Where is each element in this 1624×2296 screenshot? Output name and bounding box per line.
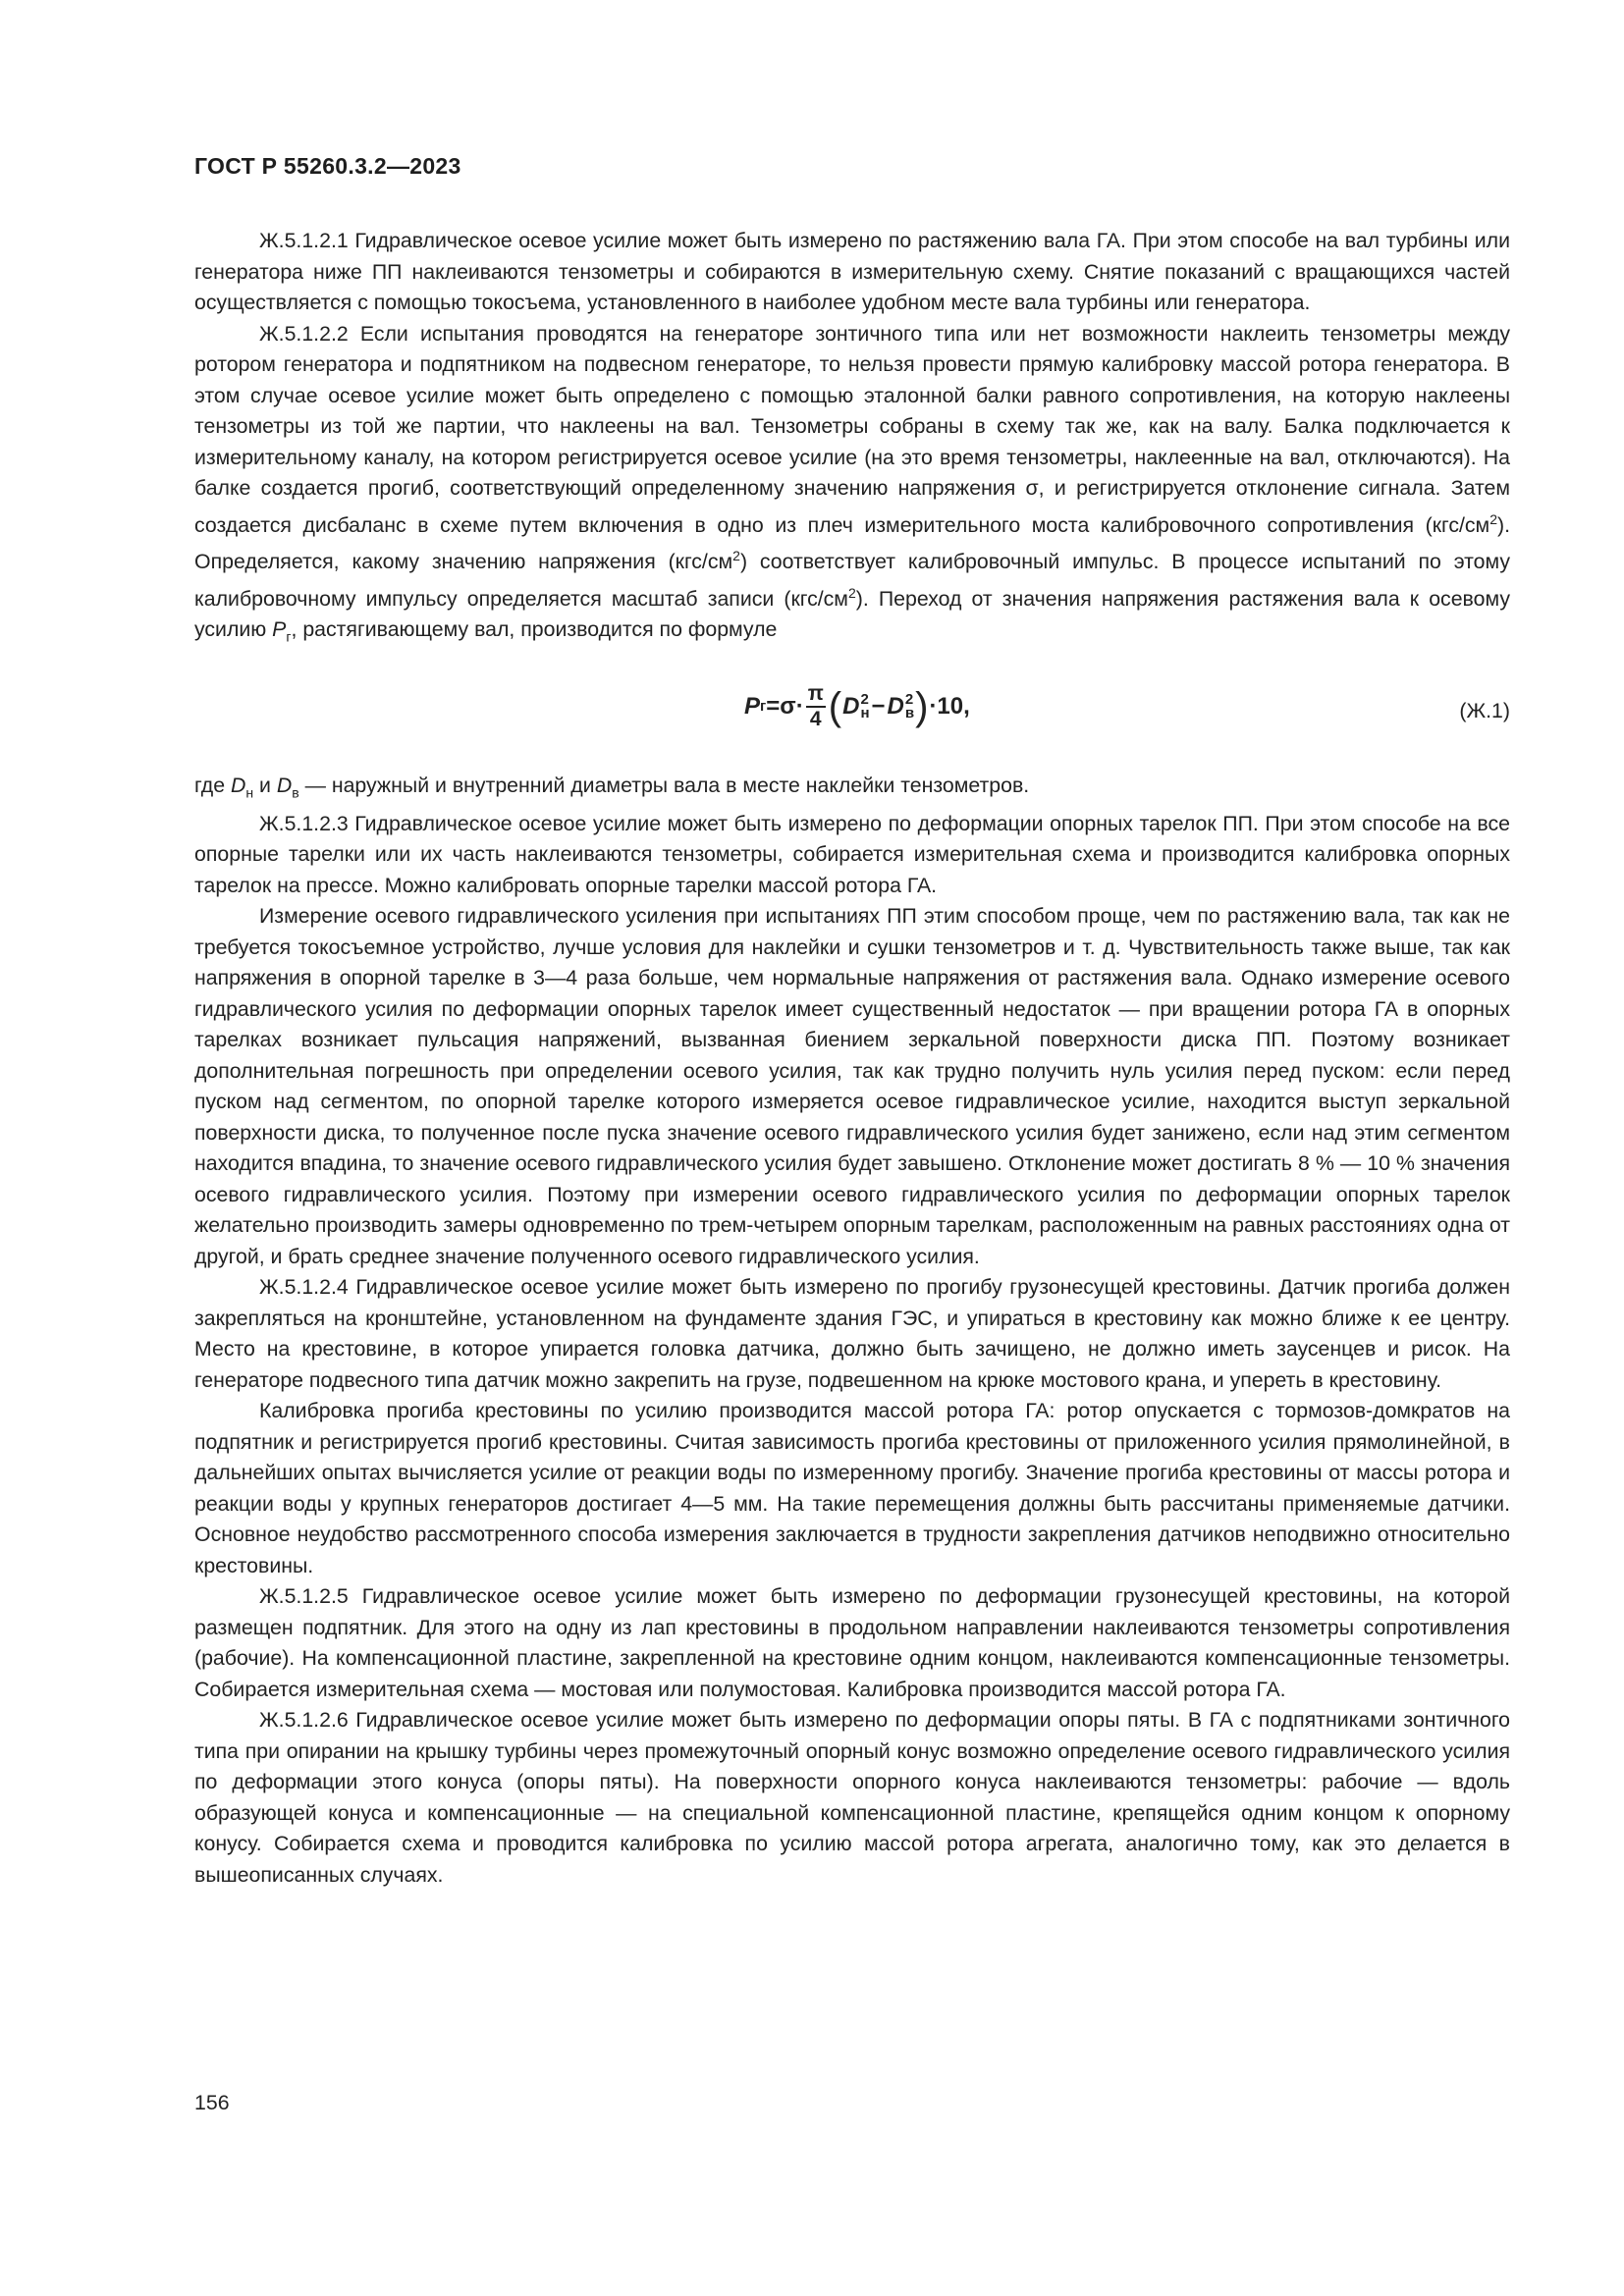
paragraph-zh-5-1-2-3: Ж.5.1.2.3 Гидравлическое осевое усилие может быть измерено по деформации опорных тарелок ПП. При этом способе на все опорные тарелки или их часть наклеиваются тензометры, собирается измерительная схема и производится калибровка опорных тарелок на прессе. Можно калибровать опорные тарелки массой ротора ГА. [194, 811, 1510, 897]
formula-expression: P г =σ· $\frac{\pi}{4}$ ( D 2 н − D 2 в ) ·10, [744, 682, 970, 731]
page-number: 156 [194, 2091, 230, 2114]
pi-over-4-fraction: $\frac{\pi}{4}$ [807, 682, 824, 731]
formula-zh-1 [194, 668, 1510, 765]
paragraph-zh-5-1-2-4: Ж.5.1.2.4 Гидравлическое осевое усилие может быть измерено по прогибу грузонесущей крестовины. Датчик прогиба должен закрепляться на кронштейне, установленном на фундаменте здания ГЭС, и упираться в крестовину как можно ближе к ее центру. Место на крестовине, в которое упирается головка датчика, должно быть зачищено, не должно иметь заусенцев и рисок. На генераторе подвесного типа датчик можно закрепить на грузе, подвешенном на крюке мостового крана, и упереть в крестовину. [194, 1275, 1510, 1392]
document-body [194, 226, 1510, 1891]
paragraph-where-clause: где $D_н$ и $D_в$ — наружный и внутренний диаметры вала в месте наклейки тензометров. [194, 774, 1030, 801]
paragraph-zh-5-1-2-5: Ж.5.1.2.5 Гидравлическое осевое усилие может быть измерено по деформации грузонесущей крестовины, на которой размещен подпятник. Для этого на одну из лап крестовины в продольном направлении наклеиваются тензометры сопротивления (рабочие). На компенсационной пластине, закрепленной на крестовине одним концом, наклеиваются компенсационные тензометры. Собирается измерительная схема — мостовая или полумостовая. Калибровка производится массой ротора ГА. [194, 1584, 1510, 1701]
paragraph-zh-5-1-2-1: Ж.5.1.2.1 Гидравлическое осевое усилие может быть измерено по растяжению вала ГА. При этом способе на вал турбины или генератора ниже ПП наклеиваются тензометры и собираются в измерительную схему. Снятие показаний с вращающихся частей осуществляется с помощью токосъема, установленного в наиболее удобном месте вала турбины или генератора. [194, 229, 1510, 314]
paragraph-zh-5-1-2-2: Ж.5.1.2.2 Если испытания проводятся на генераторе зонтичного типа или нет возможности наклеить тензометры между ротором генератора и подпятником на подвесном генераторе, то нельзя провести прямую калибровку массой ротора генератора. В этом случае осевое усилие может быть определено с помощью эталонной балки равного сопротивления, на которую наклеены тензометры из той же партии, что наклеены на вал. Тензометры собраны в схему так же, как на валу. Балка подключается к измерительному каналу, на котором регистрируется осевое усилие (на это время тензометры, наклеенные на вал, отключаются). На балке создается прогиб, соответствующий определенному значению напряжения σ, и регистрируется отклонение сигнала. Затем создается дисбаланс в схеме путем включения в одно из плеч измерительного моста калибровочного сопротивления $(кгс/см^2)$. Определяется, какому значению напряжения $(кгс/см^2)$ соответствует калибровочный импульс. В процессе испытаний по этому калибровочному импульсу определяется масштаб записи $(кгс/см^2)$. Переход от значения напряжения растяжения вала к осевому усилию $P_г$, растягивающему вал, производится по формуле [194, 321, 1510, 645]
paragraph-zh-5-1-2-6: Ж.5.1.2.6 Гидравлическое осевое усилие может быть измерено по деформации опоры пяты. В ГА с подпятниками зонтичного типа при опирании на крышку турбины через промежуточный опорный конус возможно определение осевого гидравлического усилия по деформации этого конуса (опоры пяты). На поверхности опорного конуса наклеиваются тензометры: рабочие — вдоль образующей конуса и компенсационные — на специальной компенсационной пластине, крепящейся одним концом к опорному конусу. Собирается схема и проводится калибровка по усилию массой ротора агрегата, аналогично тому, как это делается в вышеописанных случаях. [194, 1708, 1510, 1887]
paragraph-calibration: Калибровка прогиба крестовины по усилию производится массой ротора ГА: ротор опускается с тормозов-домкратов на подпятник и регистрируется прогиб крестовины. Считая зависимость прогиба крестовины от приложенного усилия прямолинейной, в дальнейших опытах вычисляется усилие от реакции воды по измеренному прогибу. Значение прогиба крестовины от массы ротора и реакции воды у крупных генераторов достигает 4—5 мм. На такие перемещения должны быть рассчитаны применяемые датчики. Основное неудобство рассмотренного способа измерения заключается в трудности закрепления датчиков неподвижно относительно крестовины. [194, 1399, 1510, 1577]
equation-number: (Ж.1) [1459, 699, 1510, 723]
paragraph-measurement-discussion: Измерение осевого гидравлического усиления при испытаниях ПП этим способом проще, чем по растяжению вала, так как не требуется токосъемное устройство, лучше условия для наклейки и сушки тензометров и т. д. Чувствительность также выше, так как напряжения в опорной тарелке в 3—4 раза больше, чем нормальные напряжения от растяжения вала. Однако измерение осевого гидравлического усилия по деформации опорных тарелок имеет существенный недостаток — при вращении ротора ГА в опорных тарелках возникает пульсация напряжений, вызванная биением зеркальной поверхности диска ПП. Поэтому возникает дополнительная погрешность при определении осевого усилия, так как трудно получить нуль усилия перед пуском: если перед пуском над сегментом, по опорной тарелке которого измеряется осевое гидравлическое усилие, находится выступ зеркальной поверхности диска, то полученное после пуска значение осевого гидравлического усилия будет занижено, если над этим сегментом находится впадина, то значение осевого гидравлического усилия будет завышено. Отклонение может достигать 8 % — 10 % значения осевого гидравлического усилия. Поэтому при измерении осевого гидравлического усилия по деформации опорных тарелок желательно производить замеры одновременно по трем-четырем опорным тарелкам, расположенным на равных расстояниях одна от другой, и брать среднее значение полученного осевого гидравлического усилия. [194, 904, 1510, 1268]
document-header: ГОСТ Р 55260.3.2—2023 [194, 153, 461, 179]
